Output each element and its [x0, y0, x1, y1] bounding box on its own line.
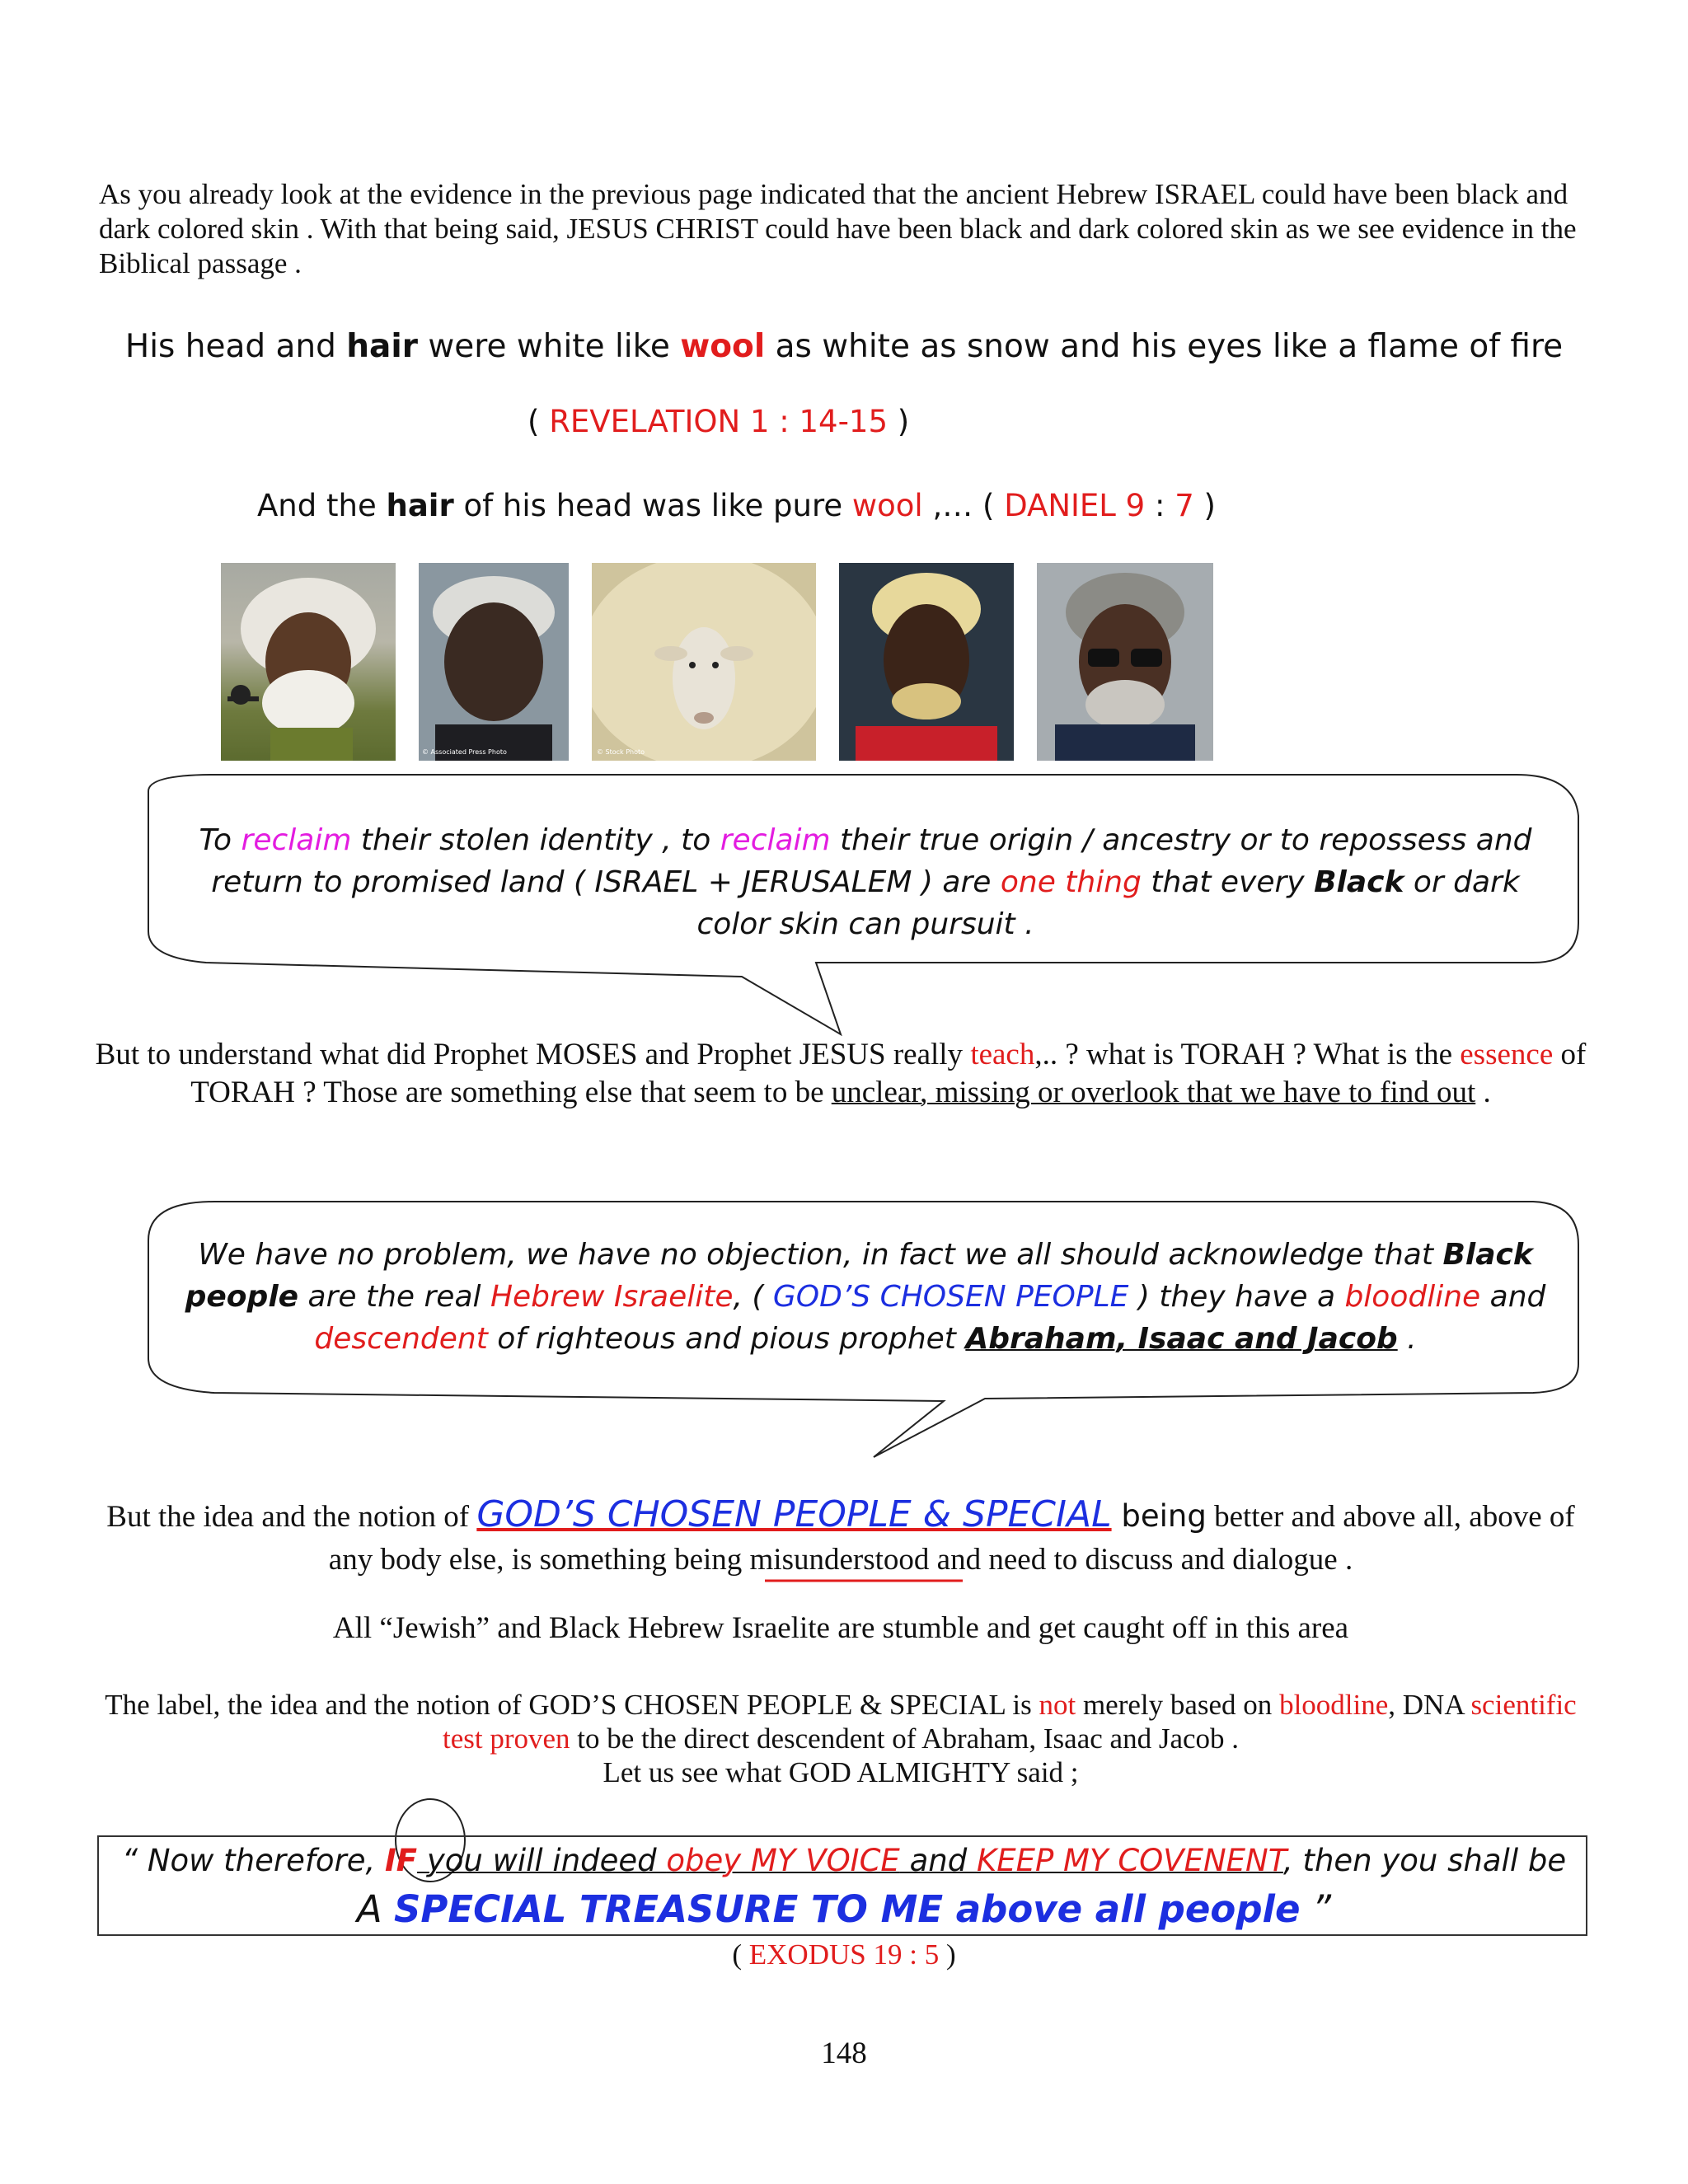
bubble1-text: To reclaim their stolen identity , to reclaim their true origin / ancestry or to repossess and return to promised land ( ISRAEL + JERUSALEM ) are one thing that every Black or dark color skin can pursuit .	[199, 823, 1532, 941]
intro-paragraph: As you already look at the evidence in the previous page indicated that the ancient Hebrew ISRAEL could have been black and dark colored skin . With that being said, JESUS CHRIST could have been black and dark colored skin as we see evidence in the Biblical passage .	[99, 178, 1577, 279]
revelation-quote: His head and hair were white like wool as white as snow and his eyes like a flame of fire	[124, 328, 1564, 365]
chosen-people-paragraph: But the idea and the notion of GOD’S CHOSEN PEOPLE & SPECIAL being better and above all, above of any body else, is something being misunderstood and need to discuss and dialogue .	[106, 1493, 1575, 1577]
torah-question-paragraph: But to understand what did Prophet MOSES and Prophet JESUS really teach,.. ? what is TORAH ? What is the essence of TORAH ? Those are something else that seem to be unclear, missing or overlook that we have to find out .	[95, 1038, 1587, 1109]
bubble2-text: We have no problem, we have no objection, in fact we all should acknowledge that Black people are the real Hebrew Israelite, ( GOD’S CHOSEN PEOPLE ) they have a bloodline and descendent of righteous and pious prophet Abraham, Isaac and Jacob .	[185, 1238, 1546, 1356]
photo-caption: © Associated Press Photo	[422, 748, 507, 756]
exodus-line-2: A SPECIAL TREASURE TO ME above all people ”	[356, 1887, 1332, 1931]
label-paragraph: The label, the idea and the notion of GOD’S CHOSEN PEOPLE & SPECIAL is not merely based on bloodline, DNA scientific test proven to be the direct descendent of Abraham, Isaac and Jacob . Let us see what GOD ALMIGHTY said ;	[105, 1689, 1577, 1788]
chosen-people-highlight: GOD’S CHOSEN PEOPLE & SPECIAL	[476, 1493, 1112, 1535]
wool-word: wool	[680, 328, 766, 365]
daniel-quote: And the hair of his head was like pure wool ,… ( DANIEL 9 : 7 )	[257, 488, 1216, 523]
page-number: 148	[821, 2036, 867, 2070]
hair-word: hair	[346, 328, 418, 365]
exodus-reference: ( EXODUS 19 : 5 )	[732, 1938, 956, 1971]
exodus-line-1: “ Now therefore, IF you will indeed obey MY VOICE and KEEP MY COVENENT, then you shall be	[121, 1843, 1567, 1878]
photo-caption: © Stock Photo	[597, 748, 645, 756]
revelation-reference: ( REVELATION 1 : 14-15 )	[528, 404, 910, 439]
stumble-paragraph: All “Jewish” and Black Hebrew Israelite are stumble and get caught off in this area	[332, 1611, 1349, 1645]
